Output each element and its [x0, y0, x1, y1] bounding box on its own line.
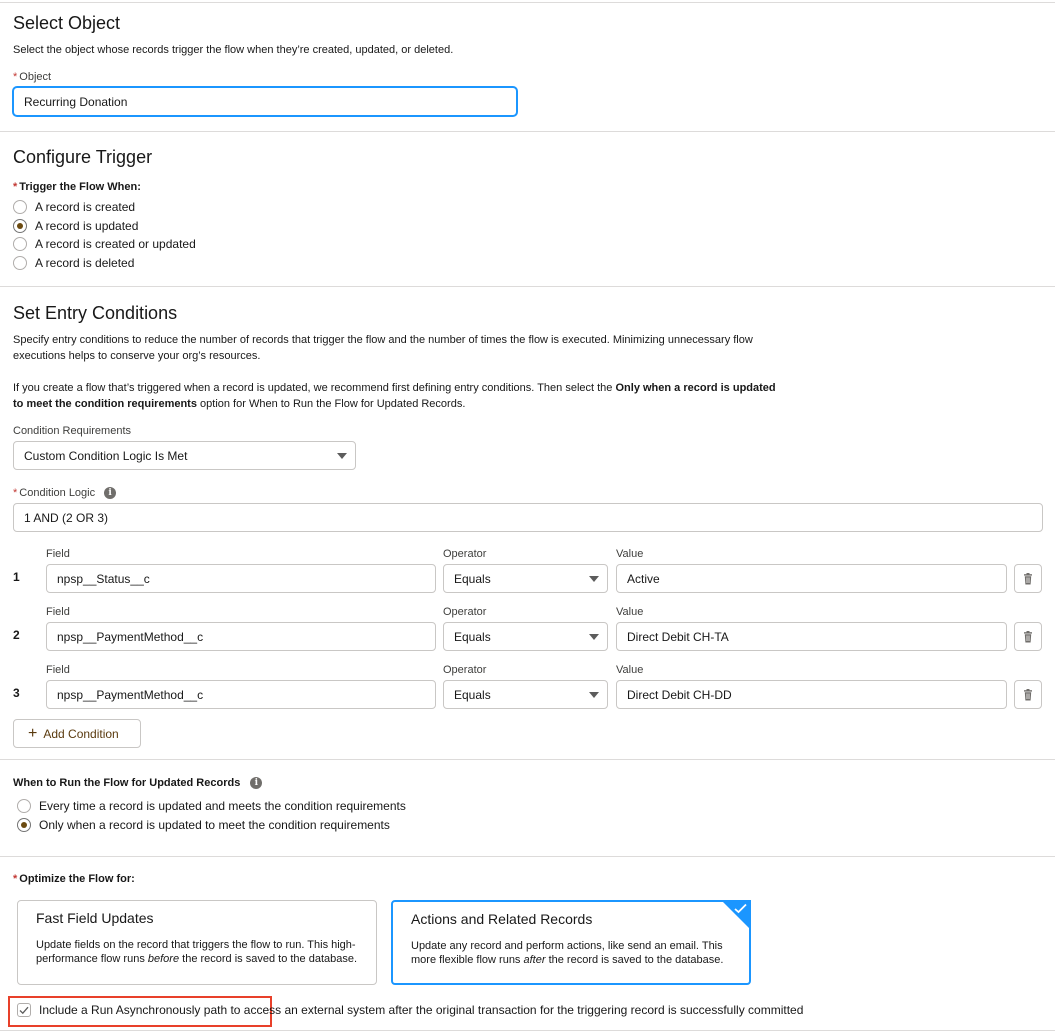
radio-button[interactable]	[17, 799, 31, 813]
info-icon[interactable]: i	[104, 487, 116, 499]
object-input-value: Recurring Donation	[24, 94, 128, 109]
delete-condition-button[interactable]	[1014, 622, 1042, 651]
condition-field-input[interactable]	[46, 622, 436, 651]
condition-operator-select[interactable]	[443, 680, 608, 709]
trigger-option-updated[interactable]	[13, 219, 138, 233]
entry-conditions-description: Specify entry conditions to reduce the number of records that trigger the flow and the number of times the flow is executed. Minimizing unnecessary flow executions helps to conserve your org’s resources.	[13, 334, 753, 362]
trigger-label	[13, 181, 141, 193]
condition-value-text: Direct Debit CH-TA	[627, 629, 729, 644]
condition-value-text: Active	[627, 571, 660, 586]
condition-logic-label-text: Condition Logic	[19, 487, 96, 499]
divider	[0, 759, 1055, 760]
optimize-label-text: Optimize the Flow for:	[19, 873, 135, 885]
condition-requirements-label: Condition Requirements	[13, 425, 132, 437]
object-label-text: Object	[19, 71, 52, 83]
divider	[0, 286, 1055, 287]
condition-value-input[interactable]	[616, 622, 1007, 651]
divider	[0, 2, 1055, 3]
run-option-every-time[interactable]	[17, 799, 406, 813]
entry-conditions-recommendation	[13, 380, 783, 412]
run-async-label: Include a Run Asynchronously path to access an external system after the original transaction for the triggering record is successfully committed	[39, 1003, 804, 1017]
card-description	[411, 939, 731, 967]
radio-button[interactable]	[13, 200, 27, 214]
chevron-down-icon	[589, 634, 599, 640]
checkmark-icon	[19, 1006, 29, 1015]
condition-field-input[interactable]	[46, 680, 436, 709]
card-title: Actions and Related Records	[411, 911, 593, 927]
condition-requirements-value: Custom Condition Logic Is Met	[24, 448, 188, 463]
divider	[0, 1030, 1055, 1031]
card-text-emphasis: before	[147, 953, 180, 965]
object-label	[13, 71, 51, 83]
condition-number: 2	[13, 628, 20, 642]
trigger-option-label: A record is created or updated	[35, 237, 196, 251]
value-label: Value	[616, 664, 644, 676]
add-condition-button[interactable]	[13, 719, 141, 748]
radio-button-selected[interactable]	[17, 818, 31, 832]
divider	[0, 131, 1055, 132]
configure-trigger-title: Configure Trigger	[13, 147, 153, 167]
trigger-option-label: A record is created	[35, 200, 136, 214]
card-text: Update fields on the record that triggers the flow to run. This high-performance flow runs	[36, 939, 356, 965]
condition-number: 1	[13, 570, 20, 584]
required-marker: *	[13, 71, 18, 83]
trigger-option-label: A record is updated	[35, 219, 139, 233]
trash-icon	[1022, 631, 1034, 643]
trigger-option-created[interactable]	[13, 200, 135, 214]
radio-button-selected[interactable]	[13, 219, 27, 233]
required-marker: *	[13, 487, 18, 499]
field-label: Field	[46, 606, 70, 618]
operator-label: Operator	[443, 548, 487, 560]
trigger-option-deleted[interactable]	[13, 256, 134, 270]
trash-icon	[1022, 689, 1034, 701]
condition-value-text: Direct Debit CH-DD	[627, 687, 732, 702]
condition-field-value: npsp__PaymentMethod__c	[57, 629, 204, 644]
condition-operator-select[interactable]	[443, 622, 608, 651]
select-object-description: Select the object whose records trigger the flow when they’re created, updated, or deleted.	[13, 44, 454, 56]
value-label: Value	[616, 606, 644, 618]
card-description	[36, 938, 358, 966]
chevron-down-icon	[589, 692, 599, 698]
run-async-checkbox[interactable]	[17, 1003, 31, 1017]
radio-button[interactable]	[13, 237, 27, 251]
value-label: Value	[616, 548, 644, 560]
required-marker: *	[13, 181, 18, 193]
trigger-option-label: A record is deleted	[35, 256, 135, 270]
condition-field-input[interactable]	[46, 564, 436, 593]
condition-field-value: npsp__PaymentMethod__c	[57, 687, 204, 702]
condition-logic-label	[13, 487, 116, 499]
operator-label: Operator	[443, 664, 487, 676]
radio-button[interactable]	[13, 256, 27, 270]
operator-label: Operator	[443, 606, 487, 618]
field-label: Field	[46, 664, 70, 676]
plus-icon: +	[28, 724, 38, 742]
when-to-run-label-text: When to Run the Flow for Updated Records	[13, 777, 241, 789]
checkmark-icon	[734, 903, 747, 914]
card-text: Update any record and perform actions, like send an email. This more flexible flow runs	[411, 940, 723, 966]
recommendation-text: If you create a flow that’s triggered when a record is updated, we recommend first defining entry conditions. Then select the	[13, 382, 616, 394]
run-option-label: Every time a record is updated and meets the condition requirements	[39, 799, 406, 813]
delete-condition-button[interactable]	[1014, 564, 1042, 593]
condition-operator-value: Equals	[454, 571, 491, 586]
chevron-down-icon	[589, 576, 599, 582]
when-to-run-label	[13, 777, 262, 789]
info-icon[interactable]: i	[250, 777, 262, 789]
divider	[0, 856, 1055, 857]
run-option-only-when[interactable]	[17, 818, 390, 832]
actions-related-records-card[interactable]	[391, 900, 751, 985]
add-condition-label: Add Condition	[43, 726, 119, 741]
condition-requirements-select[interactable]	[13, 441, 356, 470]
recommendation-bold-text: Only when a record is updated to meet the condition requirements	[13, 382, 776, 410]
trigger-label-text: Trigger the Flow When:	[19, 181, 141, 193]
field-label: Field	[46, 548, 70, 560]
fast-field-updates-card[interactable]	[17, 900, 377, 985]
condition-logic-value: 1 AND (2 OR 3)	[24, 510, 109, 525]
condition-operator-value: Equals	[454, 629, 491, 644]
optimize-label	[13, 873, 135, 885]
entry-conditions-title: Set Entry Conditions	[13, 303, 178, 323]
condition-field-value: npsp__Status__c	[57, 571, 150, 586]
condition-operator-value: Equals	[454, 687, 491, 702]
condition-number: 3	[13, 686, 20, 700]
run-option-label: Only when a record is updated to meet the condition requirements	[39, 818, 390, 832]
required-marker: *	[13, 873, 18, 885]
trash-icon	[1022, 573, 1034, 585]
select-object-title: Select Object	[13, 13, 121, 33]
run-async-checkbox-row[interactable]	[17, 1003, 803, 1017]
trigger-option-created-or-updated[interactable]	[13, 237, 196, 251]
chevron-down-icon	[337, 453, 347, 459]
card-title: Fast Field Updates	[36, 910, 154, 926]
card-text-end: the record is saved to the database.	[179, 953, 358, 965]
condition-value-input[interactable]	[616, 680, 1007, 709]
object-input[interactable]	[13, 87, 517, 116]
card-text-end: the record is saved to the database.	[545, 954, 724, 966]
delete-condition-button[interactable]	[1014, 680, 1042, 709]
recommendation-text-end: option for When to Run the Flow for Updated Records.	[196, 398, 466, 410]
condition-value-input[interactable]	[616, 564, 1007, 593]
card-text-emphasis: after	[523, 954, 546, 966]
condition-logic-input[interactable]	[13, 503, 1043, 532]
condition-operator-select[interactable]	[443, 564, 608, 593]
